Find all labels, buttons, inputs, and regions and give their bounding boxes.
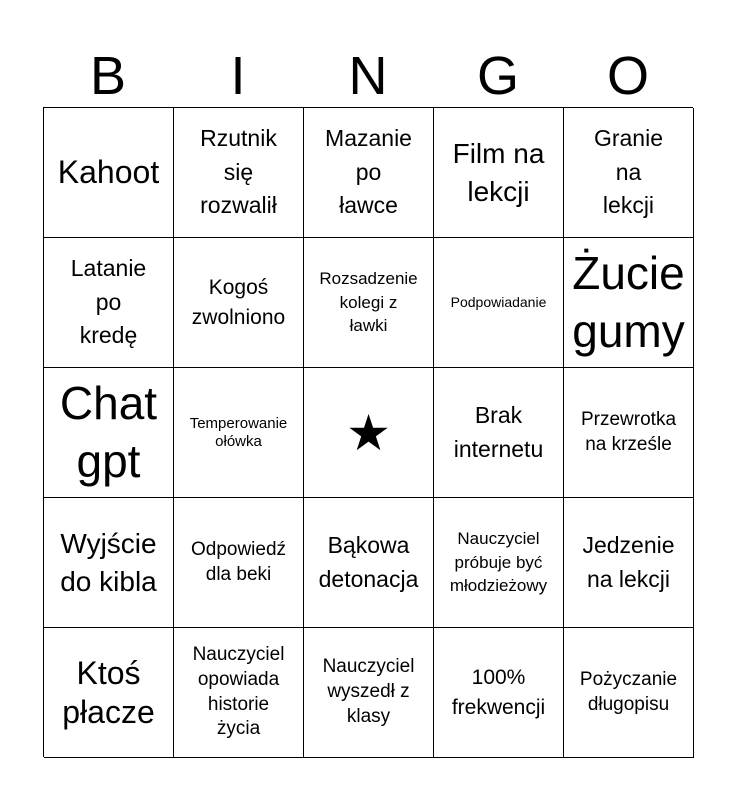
cell-label: Wyjście do kibla: [60, 527, 157, 597]
cell-label: Granie na lekcji: [593, 125, 664, 219]
bingo-cell-r1c4[interactable]: [434, 108, 564, 238]
bingo-cell-r1c1[interactable]: [44, 108, 174, 238]
cell-label: 100% frekwencji: [451, 666, 546, 719]
cell-label: Nauczyciel opowiada historie życia: [192, 644, 285, 740]
bingo-cell-r4c1[interactable]: [44, 498, 174, 628]
bingo-cell-r2c2[interactable]: [174, 238, 304, 368]
bingo-cell-r2c5[interactable]: [564, 238, 694, 368]
bingo-cell-r4c4[interactable]: [434, 498, 564, 628]
cell-label: Rzutnik się rozwalił: [200, 125, 277, 219]
cell-label: Kahoot: [57, 154, 160, 191]
header-letter-n: N: [348, 46, 388, 106]
cell-label: Chat gpt: [59, 377, 158, 487]
cell-label: Kogoś zwolniono: [191, 276, 286, 329]
bingo-cell-r2c1[interactable]: [44, 238, 174, 368]
bingo-cell-free[interactable]: [304, 368, 434, 498]
bingo-cell-r1c5[interactable]: [564, 108, 694, 238]
bingo-cell-r1c3[interactable]: [304, 108, 434, 238]
header-letter-i: I: [230, 46, 246, 106]
bingo-cell-r5c2[interactable]: [174, 628, 304, 758]
cell-label: Pożyczanie długopisu: [579, 668, 678, 715]
cell-label: Mazanie po ławce: [325, 125, 412, 219]
bingo-cell-r3c4[interactable]: [434, 368, 564, 498]
bingo-cell-r3c2[interactable]: [174, 368, 304, 498]
bingo-cell-r3c1[interactable]: [44, 368, 174, 498]
cell-label: Przewrotka na krześle: [580, 408, 677, 455]
cell-label: Brak internetu: [453, 402, 544, 462]
cell-label: Ktoś płacze: [62, 655, 155, 730]
bingo-cell-r5c5[interactable]: [564, 628, 694, 758]
cell-label: Podpowiadanie: [450, 294, 547, 311]
cell-label: Bąkowa detonacja: [318, 532, 419, 592]
cell-label: Nauczyciel wyszedł z klasy: [322, 656, 415, 727]
cell-label: Latanie po kredę: [70, 255, 147, 349]
cell-label: Film na lekcji: [452, 137, 545, 207]
bingo-board: [43, 107, 693, 757]
star-icon: ★: [346, 404, 391, 461]
header-letter-b: B: [89, 46, 127, 106]
cell-label: Rozsadzenie kolegi z ławki: [319, 268, 418, 336]
bingo-cell-r1c2[interactable]: [174, 108, 304, 238]
cell-label: Jedzenie na lekcji: [582, 532, 675, 592]
bingo-cell-r5c1[interactable]: [44, 628, 174, 758]
bingo-cell-r5c3[interactable]: [304, 628, 434, 758]
cell-label: Odpowiedź dla beki: [190, 538, 287, 585]
header-letter-o: O: [606, 46, 649, 106]
bingo-header: [43, 44, 693, 108]
header-letter-g: G: [476, 46, 519, 106]
cell-label: Temperowanie ołówka: [189, 414, 288, 450]
bingo-cell-r4c2[interactable]: [174, 498, 304, 628]
bingo-cell-r5c4[interactable]: [434, 628, 564, 758]
bingo-cell-r3c5[interactable]: [564, 368, 694, 498]
cell-label: Żucie gumy: [572, 247, 685, 357]
bingo-cell-r4c3[interactable]: [304, 498, 434, 628]
cell-label: Nauczyciel próbuje być młodzieżowy: [449, 528, 548, 596]
bingo-cell-r2c4[interactable]: [434, 238, 564, 368]
bingo-cell-r2c3[interactable]: [304, 238, 434, 368]
bingo-cell-r4c5[interactable]: [564, 498, 694, 628]
